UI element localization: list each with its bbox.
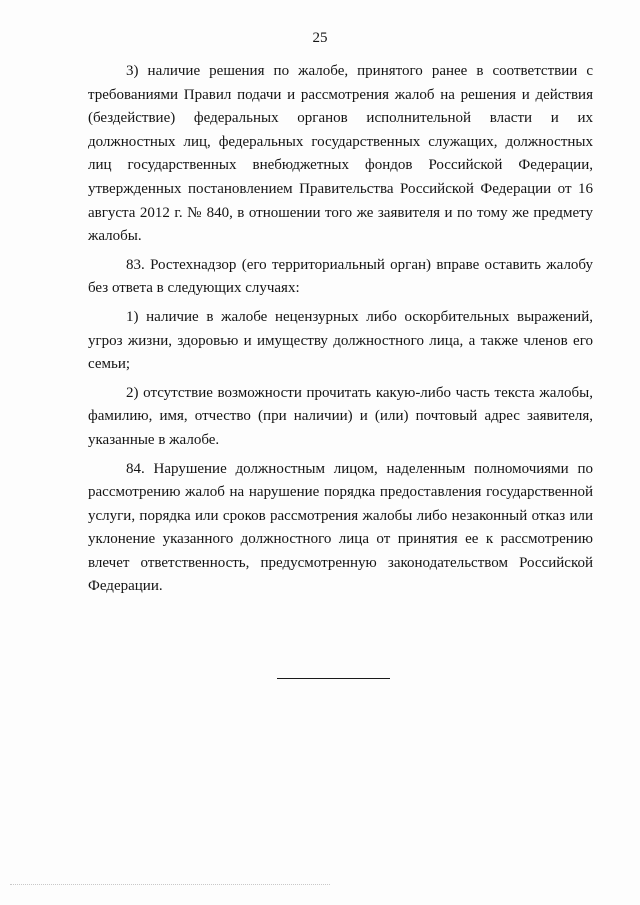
- scan-artifact-line: [10, 884, 330, 885]
- paragraph-item-1-offensive-language: 1) наличие в жалобе нецензурных либо оскорбительных выражений, угроз жизни, здоровью и имуществу должностного лица, а также членов его семьи;: [88, 308, 593, 373]
- paragraph-item-3-prior-decision: 3) наличие решения по жалобе, принятого ранее в соответствии с требованиями Правил подачи и рассмотрения жалоб на решения и действия (бездействие) федеральных органов исполнительной власти и их должностных лиц, федеральных государственных служащих, должностных лиц государственных внебюджетных фондов Российской Федерации, утвержденных постановлением Правительства Российской Федерации от 16 августа 2012 г. № 840, в отношении того же заявителя и по тому же предмету жалобы.: [88, 63, 593, 245]
- paragraph-item-2-unreadable-text: 2) отсутствие возможности прочитать какую-либо часть текста жалобы, фамилию, имя, отчество (при наличии) и (или) почтовый адрес заявителя, указанные в жалобе.: [88, 384, 593, 448]
- closing-divider: [277, 678, 390, 679]
- paragraph-84-liability: 84. Нарушение должностным лицом, наделенным полномочиями по рассмотрению жалоб на нарушение порядка предоставления государственной услуги, порядка или сроков рассмотрения жалобы либо незаконный отказ или уклонение указанного должностного лица от принятия ее к рассмотрению влечет ответственность, предусмотренную законодательством Российской Федерации.: [88, 460, 593, 595]
- page-number: 25: [312, 30, 328, 46]
- paragraph-83-no-response-cases: 83. Ростехнадзор (его территориальный орган) вправе оставить жалобу без ответа в следующих случаях:: [88, 256, 593, 297]
- document-body: [88, 60, 593, 604]
